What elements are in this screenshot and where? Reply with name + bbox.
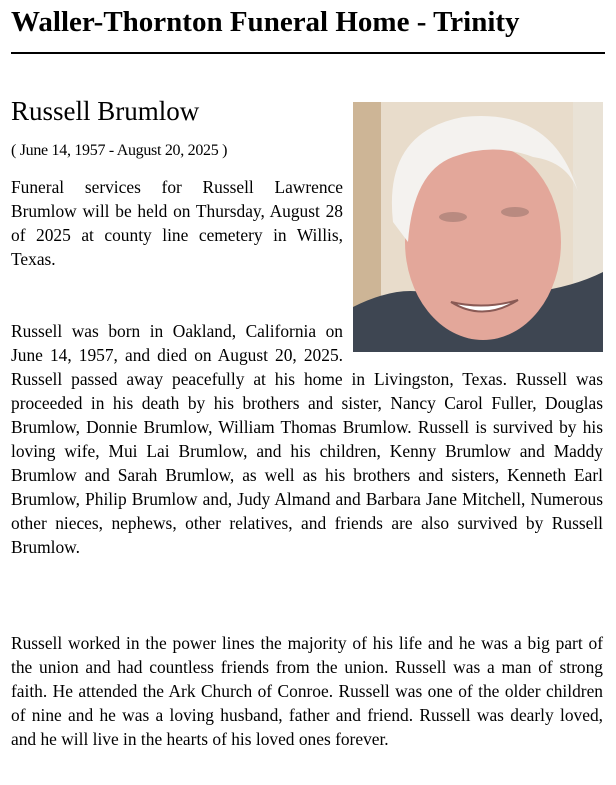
obituary-paragraph-biography: Russell was born in Oakland, California on June 14, 1957, and died on August 20, 2025. Russell passed away peacefully at his home in Livingston, Texas. Russell was proceeded in his death by his brothers and sister, Nancy Carol Fuller, Douglas Brumlow, Donnie Brumlow, William Thomas Brumlow. Russell is survived by his loving wife, Mui Lai Brumlow, and his children, Kenny Brumlow and Maddy Brumlow and Sarah Brumlow, as well as his brothers and sisters, Kenneth Earl Brumlow, Philip Brumlow and, Judy Almand and Barbara Jane Mitchell, Numerous other nieces, nephews, other relatives, and friends are also survived by Russell Brumlow. (11, 321, 603, 557)
obituary-photo (353, 102, 603, 352)
life-dates: ( June 14, 1957 - August 20, 2025 ) (11, 142, 228, 159)
site-title: Waller-Thornton Funeral Home - Trinity (11, 6, 520, 38)
obituary-content (11, 94, 603, 751)
portrait-image (353, 102, 603, 352)
header-divider (11, 52, 605, 54)
obituary-paragraph-life: Russell worked in the power lines the majority of his life and he was a big part of the union and had countless friends from the union. Russell was a man of strong faith. He attended the Ark Church of Conroe. Russell was one of the older children of nine and he was a loving husband, father and friend. Russell was dearly loved, and he will live in the hearts of his loved ones forever. (11, 633, 603, 749)
obituary-paragraph-services: Funeral services for Russell Lawrence Brumlow will be held on Thursday, August 28 of 2025 at county line cemetery in Willis, Texas. (11, 177, 343, 269)
deceased-name: Russell Brumlow (11, 96, 200, 126)
